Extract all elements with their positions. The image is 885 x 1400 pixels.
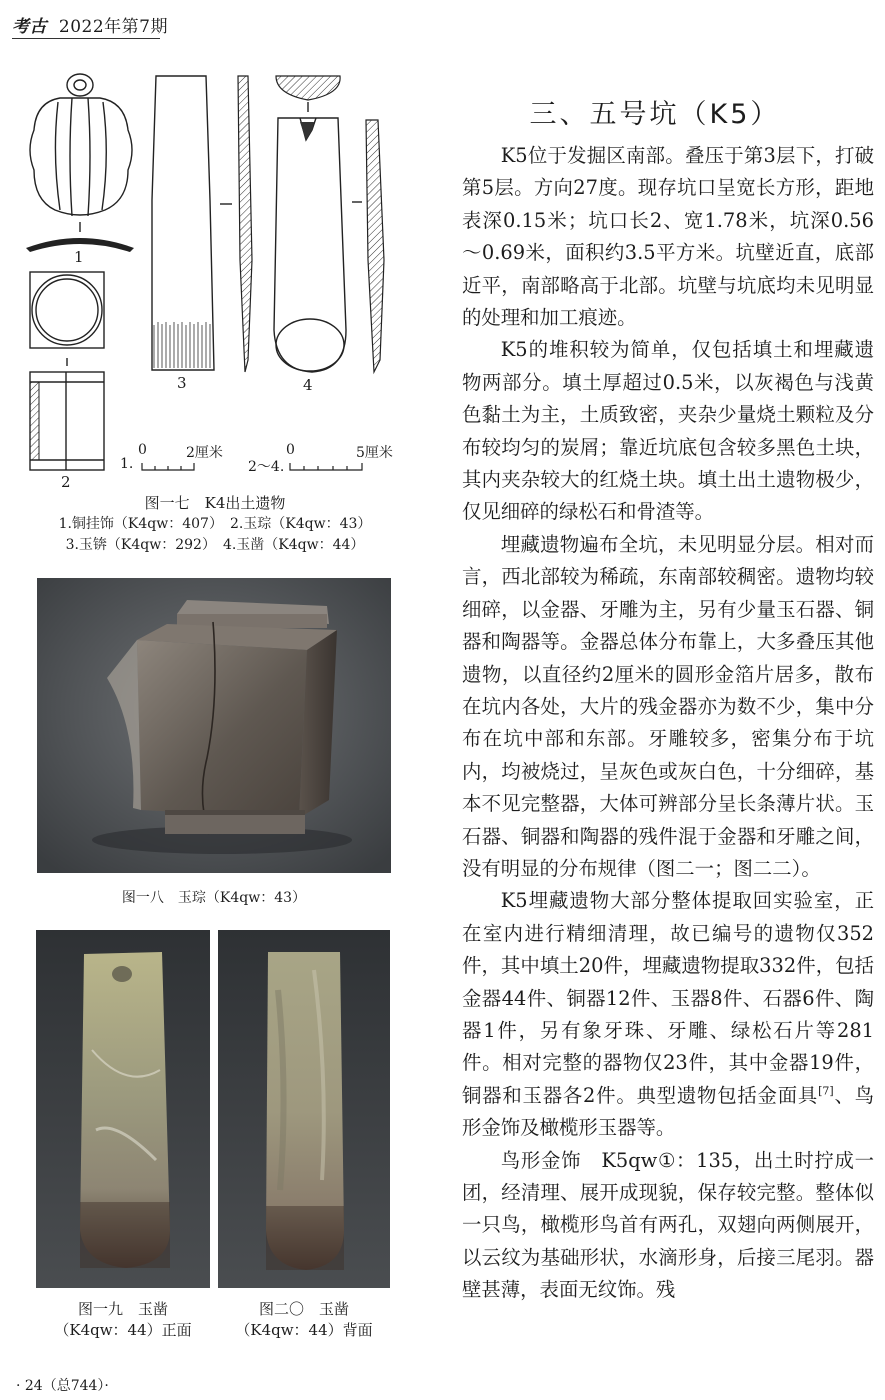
figure-17-line-2: 3.玉锛（K4qw：292） 4.玉凿（K4qw：44） bbox=[65, 537, 365, 553]
figure-19-caption bbox=[36, 1299, 210, 1341]
paragraph-4-text-b: 、鸟形金饰及橄榄形玉器等。 bbox=[462, 1083, 875, 1140]
figure-20-sub: （K4qw：44）背面 bbox=[235, 1321, 373, 1339]
reference-7[interactable]: [7] bbox=[818, 1084, 834, 1098]
scale-b-prefix: 2～4. bbox=[248, 459, 285, 475]
drawing-jade-adze bbox=[152, 76, 232, 370]
figure-20-photo bbox=[218, 930, 390, 1288]
running-header bbox=[12, 12, 168, 37]
header-rule bbox=[12, 38, 160, 39]
figure-19-title: 图一九 玉凿 bbox=[77, 1300, 168, 1318]
figure-20-title: 图二〇 玉凿 bbox=[258, 1300, 349, 1318]
figure-17-drawings bbox=[0, 60, 430, 500]
page-number: · 24（总744）· bbox=[16, 1378, 109, 1394]
figure-17-title: 图一七 K4出土遗物 bbox=[144, 494, 286, 512]
section-title: 三、五号坑（K5） bbox=[529, 99, 781, 130]
drawing-label-3: 3 bbox=[177, 374, 187, 392]
scale-a-prefix: 1. bbox=[120, 456, 134, 472]
journal-issue: 2022年第7期 bbox=[58, 17, 168, 37]
figure-19-photo bbox=[36, 930, 210, 1288]
paragraph-3: 埋藏遗物遍布全坑，未见明显分层。相对而言，西北部较为稀疏，东南部较稠密。遗物均较细碎，以金器、牙雕为主，另有少量玉石器、铜器和陶器等。金器总体分布靠上，大多叠压其他遗物，以直径约2厘米的圆形金箔片居多，散布在坑内各处，大片的残金器亦为数不少，集中分布在坑中部和东部。牙雕较多，密集分布于坑内，均被烧过，呈灰色或灰白色，十分细碎，基本不见完整器，大体可辨部分呈长条薄片状。玉石器、铜器和陶器的残件混于金器和牙雕之间，没有明显的分布规律（图二一；图二二）。 bbox=[462, 532, 874, 880]
jade-chisel-front-photo bbox=[36, 930, 210, 1288]
jade-chisel-back-photo bbox=[218, 930, 390, 1288]
scale-b-end: 5厘米 bbox=[356, 445, 393, 461]
body-text bbox=[462, 140, 874, 1307]
drawing-bronze-pendant bbox=[30, 74, 132, 232]
drawing-chisel-top bbox=[276, 76, 340, 100]
scale-b-zero: 0 bbox=[286, 442, 295, 458]
scale-a-end: 2厘米 bbox=[186, 445, 223, 461]
paragraph-5: 鸟形金饰 K5qw①：135，出土时拧成一团，经清理、展开成现貌，保存较完整。整体似一只鸟，橄榄形鸟首有两孔，双翅向两侧展开，以云纹为基础形状，水滴形身，后接三尾羽。器壁甚薄，表面无纹饰。残 bbox=[462, 1148, 874, 1302]
drawing-label-2: 2 bbox=[61, 473, 71, 491]
figure-20-caption bbox=[218, 1299, 390, 1341]
figure-19-sub: （K4qw：44）正面 bbox=[54, 1321, 192, 1339]
figure-17-line-1: 1.铜挂饰（K4qw：407） 2.玉琮（K4qw：43） bbox=[58, 516, 372, 532]
paragraph-4-text-a: K5埋藏遗物大部分整体提取回实验室，正在室内进行精细清理，故已编号的遗物仅352件，其中填土20件，埋藏遗物提取332件，包括金器44件、铜器12件、玉器8件、石器6件、陶器1件，另有象牙珠、牙雕、绿松石片等281件。相对完整的器物仅23件，其中金器19件，铜器和玉器各2件。典型遗物包括金面具 bbox=[462, 889, 874, 1107]
drawing-adze-section bbox=[238, 76, 252, 372]
paragraph-2: K5的堆积较为简单，仅包括填土和埋藏遗物两部分。填土厚超过0.5米，以灰褐色与浅黄色黏土为主，土质致密，夹杂少量烧土颗粒及分布较均匀的炭屑；靠近坑底包含较多黑色土块，其内夹杂较大的红烧土块。填土出土遗物极少，仅见细碎的绿松石和骨渣等。 bbox=[462, 338, 874, 524]
scale-bar-b bbox=[290, 463, 362, 470]
drawing-jade-chisel bbox=[274, 102, 362, 372]
jade-cong-photo bbox=[37, 578, 391, 873]
paragraph-4 bbox=[462, 885, 874, 1144]
scale-a-zero: 0 bbox=[138, 442, 147, 458]
drawing-label-1: 1 bbox=[74, 248, 84, 266]
drawing-cong-section bbox=[30, 382, 39, 460]
line-drawing-svg bbox=[0, 60, 430, 500]
scale-bar-a bbox=[142, 463, 194, 470]
figure-17-caption bbox=[20, 493, 410, 556]
drawing-jade-cong bbox=[30, 272, 104, 470]
drawing-label-4: 4 bbox=[303, 376, 313, 394]
figure-18-photo bbox=[37, 578, 391, 873]
paragraph-1: K5位于发掘区南部。叠压于第3层下，打破第5层。方向27度。现存坑口呈宽长方形，距地表深0.15米；坑口长2、宽1.78米，坑深0.56～0.69米，面积约3.5平方米。坑壁近直，底部近平，南部略高于北部。坑壁与坑底均未见明显的处理和加工痕迹。 bbox=[462, 144, 874, 330]
figure-18-caption: 图一八 玉琮（K4qw：43） bbox=[121, 890, 307, 906]
drawing-adze-blade bbox=[154, 322, 210, 368]
drawing-chisel-section bbox=[366, 120, 384, 372]
journal-logo: 考古 bbox=[12, 17, 47, 37]
